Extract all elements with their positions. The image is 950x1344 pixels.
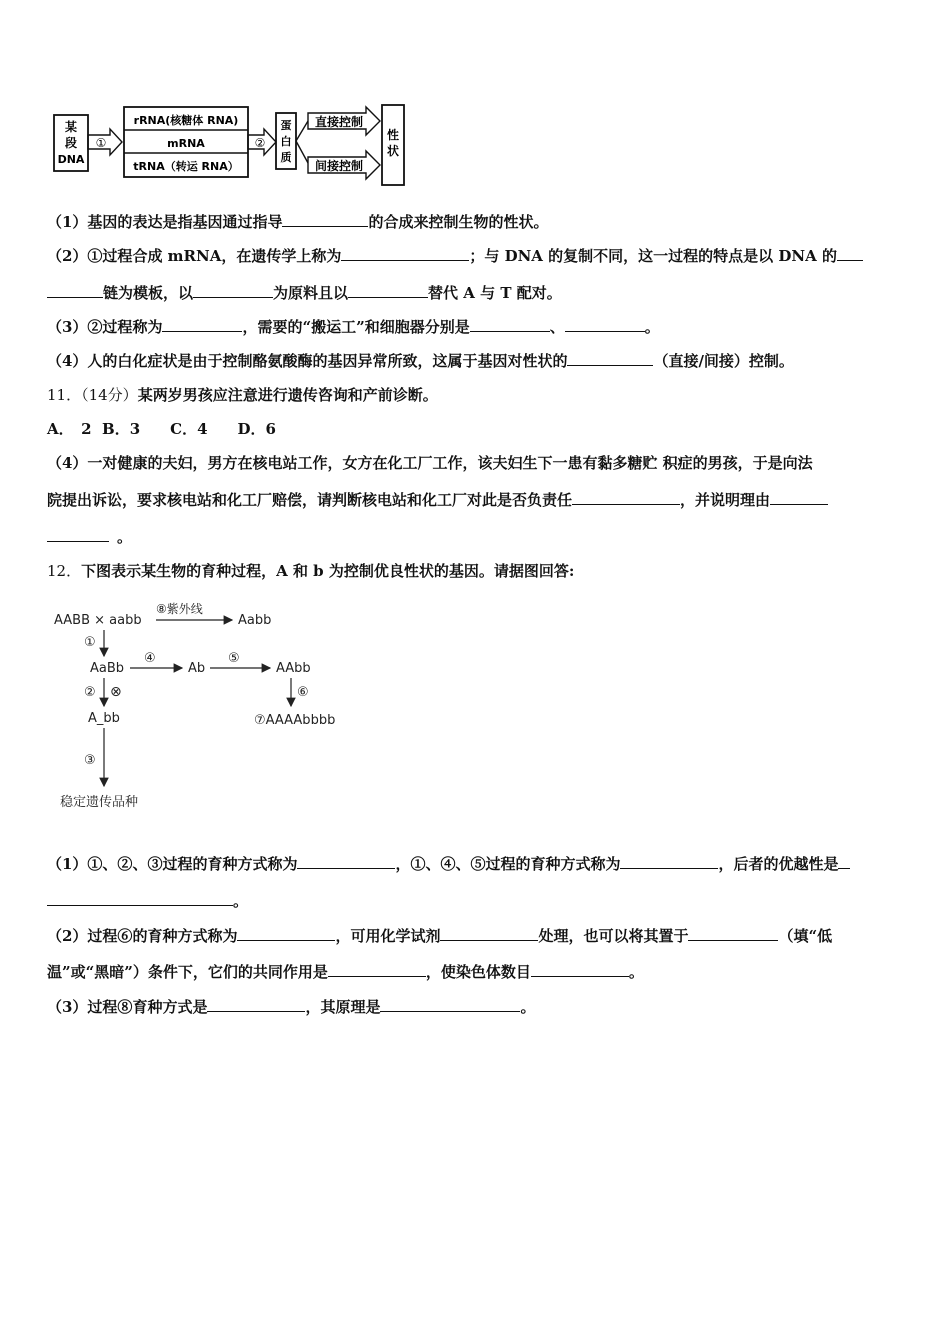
trna-label: tRNA（转运 RNA） bbox=[133, 160, 239, 173]
answer-blank[interactable] bbox=[348, 283, 428, 298]
answer-blank[interactable] bbox=[565, 317, 645, 332]
answer-blank[interactable] bbox=[162, 317, 242, 332]
aabb-result: Aabb bbox=[238, 613, 272, 628]
indirect-label: 间接控制 bbox=[314, 159, 364, 173]
step2-label: ② bbox=[84, 685, 96, 700]
q10-part1: （1）基因的表达是指基因通过指导 的合成来控制生物的性状。 bbox=[47, 213, 549, 231]
step7-label: ⑦AAAAbbbb bbox=[254, 713, 336, 728]
q11-part4-end: 。 bbox=[47, 527, 902, 547]
q10-part2-cont: 链为模板，以 为原料且以 替代 A 与 T 配对。 bbox=[47, 283, 902, 303]
answer-blank[interactable] bbox=[770, 490, 828, 505]
q12-stem: 12．下图表示某生物的育种过程，A 和 b 为控制优良性状的基因。请据图回答: bbox=[47, 562, 575, 580]
rrna-label: rRNA(核糖体 RNA) bbox=[133, 114, 239, 127]
q12-part1: （1）①、②、③过程的育种方式称为 ，①、④、⑤过程的育种方式称为 ，后者的优越性是 bbox=[47, 854, 902, 874]
gene-expression-diagram bbox=[46, 101, 466, 191]
f1-label: AaBb bbox=[90, 661, 125, 676]
protein-label-1: 蛋 bbox=[280, 119, 292, 132]
answer-blank[interactable] bbox=[380, 997, 520, 1012]
step1-label: ① bbox=[84, 635, 96, 650]
q10-part3: （3）②过程称为 ，需要的“搬运工”和细胞器分别是 、 。 bbox=[47, 318, 660, 336]
protein-label-3: 质 bbox=[280, 151, 292, 164]
answer-blank[interactable] bbox=[531, 962, 629, 977]
answer-blank[interactable] bbox=[237, 926, 335, 941]
direct-label: 直接控制 bbox=[314, 115, 364, 129]
answer-blank[interactable] bbox=[47, 527, 109, 542]
step4-label: ④ bbox=[144, 651, 156, 666]
answer-blank[interactable] bbox=[688, 926, 778, 941]
dna-label-1: 某 bbox=[64, 120, 78, 134]
step3-label: ③ bbox=[84, 753, 96, 768]
step5-label: ⑤ bbox=[228, 651, 240, 666]
stable-variety-label: 稳定遗传品种 bbox=[60, 795, 139, 810]
answer-blank[interactable] bbox=[47, 891, 233, 906]
dna-label-3: DNA bbox=[57, 153, 85, 166]
answer-blank[interactable] bbox=[567, 351, 653, 366]
q11-part4-cont: 院提出诉讼，要求核电站和化工厂赔偿，请判断核电站和化工厂对此是否负责任 ，并说明理由 bbox=[47, 490, 902, 510]
answer-blank[interactable] bbox=[572, 490, 680, 505]
q12-part1-cont: 。 bbox=[47, 891, 902, 911]
aabb2-label: AAbb bbox=[276, 661, 311, 676]
answer-blank[interactable] bbox=[282, 212, 368, 227]
answer-blank[interactable] bbox=[440, 926, 538, 941]
selfing-symbol: ⊗ bbox=[110, 684, 122, 700]
answer-blank[interactable] bbox=[470, 317, 550, 332]
q12-part2: （2）过程⑥的育种方式称为 ，可用化学试剂 处理，也可以将其置于 （填“低 bbox=[47, 927, 833, 945]
q11-options: A． 2 B．3 C．4 D．6 bbox=[47, 420, 276, 438]
answer-blank[interactable] bbox=[297, 854, 395, 869]
answer-blank[interactable] bbox=[838, 854, 850, 869]
a-bb-label: A_bb bbox=[88, 711, 120, 726]
protein-label-2: 白 bbox=[280, 135, 292, 148]
mrna-label: mRNA bbox=[167, 137, 205, 150]
step2-label: ② bbox=[254, 136, 266, 150]
answer-blank[interactable] bbox=[837, 246, 863, 261]
q11-part4: （4）一对健康的夫妇，男方在核电站工作，女方在化工厂工作，该夫妇生下一患有黏多糖贮 积症的男孩，于是向法 bbox=[47, 454, 813, 472]
answer-blank[interactable] bbox=[328, 962, 426, 977]
step6-label: ⑥ bbox=[297, 685, 309, 700]
q12-part3: （3）过程⑧育种方式是 ，其原理是 。 bbox=[47, 998, 536, 1016]
answer-blank[interactable] bbox=[620, 854, 718, 869]
answer-blank[interactable] bbox=[193, 283, 273, 298]
q10-part4: （4）人的白化症状是由于控制酪氨酸酶的基因异常所致，这属于基因对性状的 （直接/间接）控制。 bbox=[47, 352, 794, 370]
answer-blank[interactable] bbox=[341, 246, 469, 261]
trait-label-2: 状 bbox=[386, 144, 400, 158]
answer-blank[interactable] bbox=[47, 283, 103, 298]
breeding-diagram bbox=[48, 600, 348, 820]
trait-label-1: 性 bbox=[386, 128, 400, 142]
step1-label: ① bbox=[95, 136, 107, 150]
q10-part2: （2）①过程合成 mRNA，在遗传学上称为 ；与 DNA 的复制不同，这一过程的特点是以 DNA 的 bbox=[47, 246, 902, 266]
parents-label: AABB × aabb bbox=[54, 613, 142, 628]
step8-uv-label: ⑧紫外线 bbox=[156, 602, 203, 616]
q11-stem: 11．（14分）某两岁男孩应注意进行遗传咨询和产前诊断。 bbox=[47, 386, 438, 404]
dna-label-2: 段 bbox=[64, 136, 78, 150]
ab-label: Ab bbox=[188, 661, 206, 676]
q12-part2-cont: 温”或“黑暗”）条件下，它们的共同作用是 ，使染色体数目 。 bbox=[47, 963, 644, 981]
answer-blank[interactable] bbox=[207, 997, 305, 1012]
